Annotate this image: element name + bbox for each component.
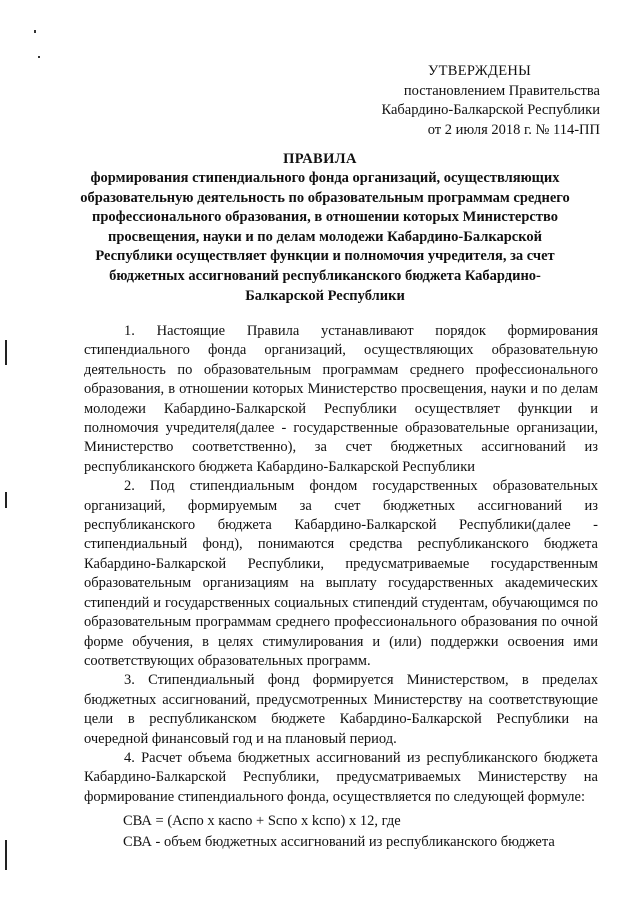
paragraph: 2. Под стипендиальным фондом государственных образовательных организаций, формируемым за счет бюджетных ассигнований из республиканского бюджета Кабардино-Балкарской Республики(далее - стипендиальный фонд), понимаются средства республиканского бюджета Кабардино-Балкарской Республики, предусматриваемые государственным образовательным организациям на выплату государственных академических стипендий и государственных социальных стипендий студентам, обучающимся по образовательным программам среднего профессионального образования по очной форме обучения, в целях стимулирования и (или) поддержки освоения ими соответствующих образовательных программ. <box>84 478 598 669</box>
formula-definition: СВА - объем бюджетных ассигнований из республиканского бюджета <box>123 834 555 851</box>
approval-block <box>340 62 600 140</box>
paragraph: 1. Настоящие Правила устанавливают порядок формирования стипендиального фонда организаций, осуществляющих образовательную деятельность по образовательным программам среднего профессионального образования, в отношении которых Министерство просвещения, науки и по делам молодежи Кабардино-Балкарской Республики осуществляет функции и полномочия учредителя(далее - государственные образовательные организации, Министерство соответственно), за счет бюджетных ассигнований из республиканского бюджета Кабардино-Балкарской Республики <box>84 323 598 475</box>
scan-speck <box>34 30 36 33</box>
paragraph: 4. Расчет объема бюджетных ассигнований из республиканского бюджета Кабардино-Балкарской Республики, предусматриваемых Министерству на формирование стипендиального фонда, осуществляется по следующей формуле: <box>84 749 598 805</box>
approval-heading: УТВЕРЖДЕНЫ <box>428 63 532 79</box>
approval-line: от 2 июля 2018 г. № 114-ПП <box>427 121 600 138</box>
document-title: ПРАВИЛА <box>283 151 357 167</box>
formula: СВА = (Аспо х касnо + Sспо х kспо) х 12, где <box>123 813 401 829</box>
formula-block <box>123 812 613 853</box>
approval-line: Кабардино-Балкарской Республики <box>381 102 600 118</box>
paragraph: 3. Стипендиальный фонд формируется Министерством, в пределах бюджетных ассигнований, предусмотренных Министерству на соответствующие цели в республиканском бюджете Кабардино-Балкарской Республики на очередной финансовый год и на плановый период. <box>84 672 598 747</box>
scan-edge-mark <box>5 340 7 365</box>
scan-edge-mark <box>5 492 7 508</box>
document-body <box>84 322 598 807</box>
scan-edge-mark <box>5 840 7 870</box>
scan-speck <box>38 56 40 58</box>
document-subtitle: формирования стипендиального фонда организаций, осуществляющих образовательную деятельность по образовательным программам среднего профессионального образования, в отношении которых Министерство просвещения, науки и по делам молодежи Кабардино-Балкарской Республики осуществляет функции и полномочия учредителя, за счет бюджетных ассигнований республиканского бюджета Кабардино-Балкарской Республики <box>80 170 570 304</box>
approval-line: постановлением Правительства <box>403 82 600 99</box>
